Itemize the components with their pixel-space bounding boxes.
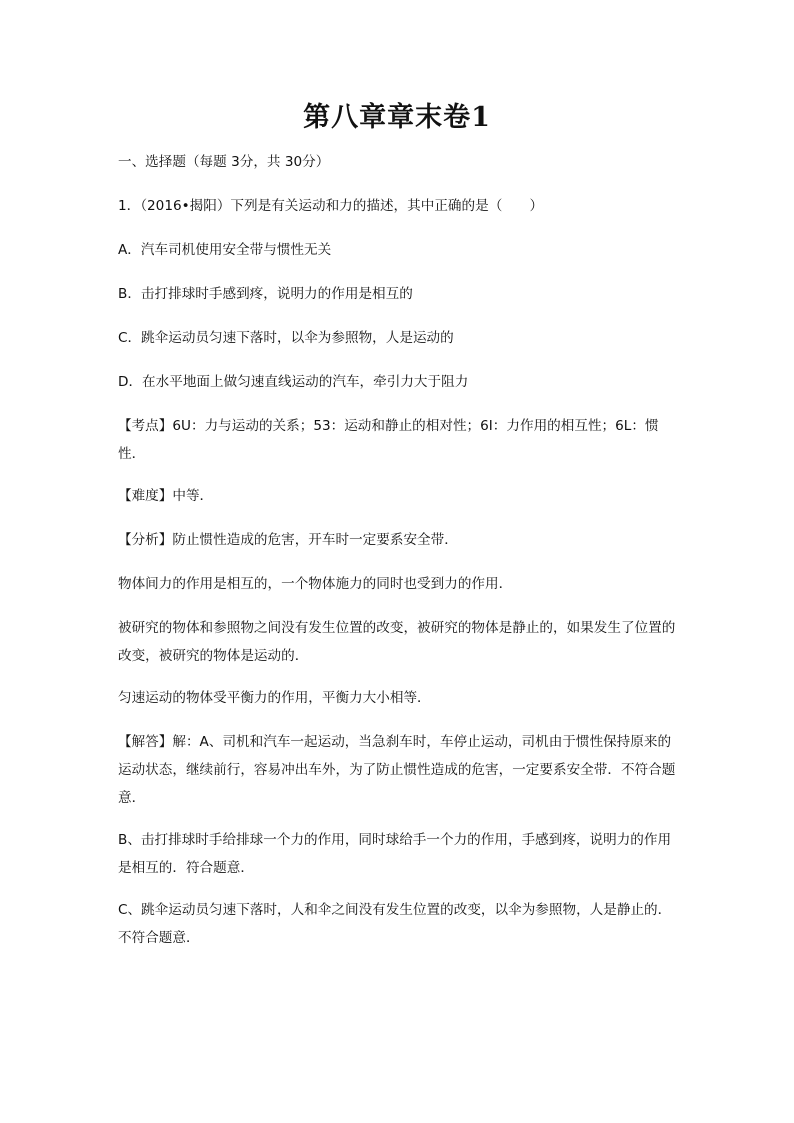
answer-line-b: B、击打排球时手给排球一个力的作用，同时球给手一个力的作用，手感到疼，说明力的作用是相互的．符合题意． (118, 832, 672, 876)
option-a: A．汽车司机使用安全带与惯性无关 (118, 242, 332, 258)
analysis-line-2: 被研究的物体和参照物之间没有发生位置的改变，被研究的物体是静止的，如果发生了位置的改变，被研究的物体是运动的． (118, 620, 676, 664)
question-text: 1．（2016•揭阳）下列是有关运动和力的描述，其中正确的是（ ） (118, 198, 544, 214)
option-d: D．在水平地面上做匀速直线运动的汽车，牵引力大于阻力 (118, 374, 469, 390)
nandu-paragraph: 【难度】中等． (118, 488, 214, 504)
option-b: B．击打排球时手感到疼，说明力的作用是相互的 (118, 286, 413, 302)
page-title: 第八章章末卷1 (303, 102, 491, 133)
analysis-line-3: 匀速运动的物体受平衡力的作用，平衡力大小相等． (118, 690, 431, 706)
section-heading: 一、选择题（每题 3分，共 30分） (118, 154, 330, 170)
answer-line-c: C、跳伞运动员匀速下落时，人和伞之间没有发生位置的改变，以伞为参照物，人是静止的．不符合题意． (118, 902, 672, 946)
analysis-line-1: 物体间力的作用是相互的，一个物体施力的同时也受到力的作用． (118, 576, 513, 592)
kaodian-paragraph: 【考点】6U：力与运动的关系；53：运动和静止的相对性；6I：力作用的相互性；6L：惯性． (118, 418, 659, 462)
jieda-paragraph: 【解答】解：A、司机和汽车一起运动，当急刹车时，车停止运动，司机由于惯性保持原来的运动状态，继续前行，容易冲出车外，为了防止惯性造成的危害，一定要系安全带．不符合题意． (118, 734, 676, 806)
option-c: C．跳伞运动员匀速下落时，以伞为参照物，人是运动的 (118, 330, 454, 346)
fenxi-paragraph: 【分析】防止惯性造成的危害，开车时一定要系安全带． (118, 532, 458, 548)
